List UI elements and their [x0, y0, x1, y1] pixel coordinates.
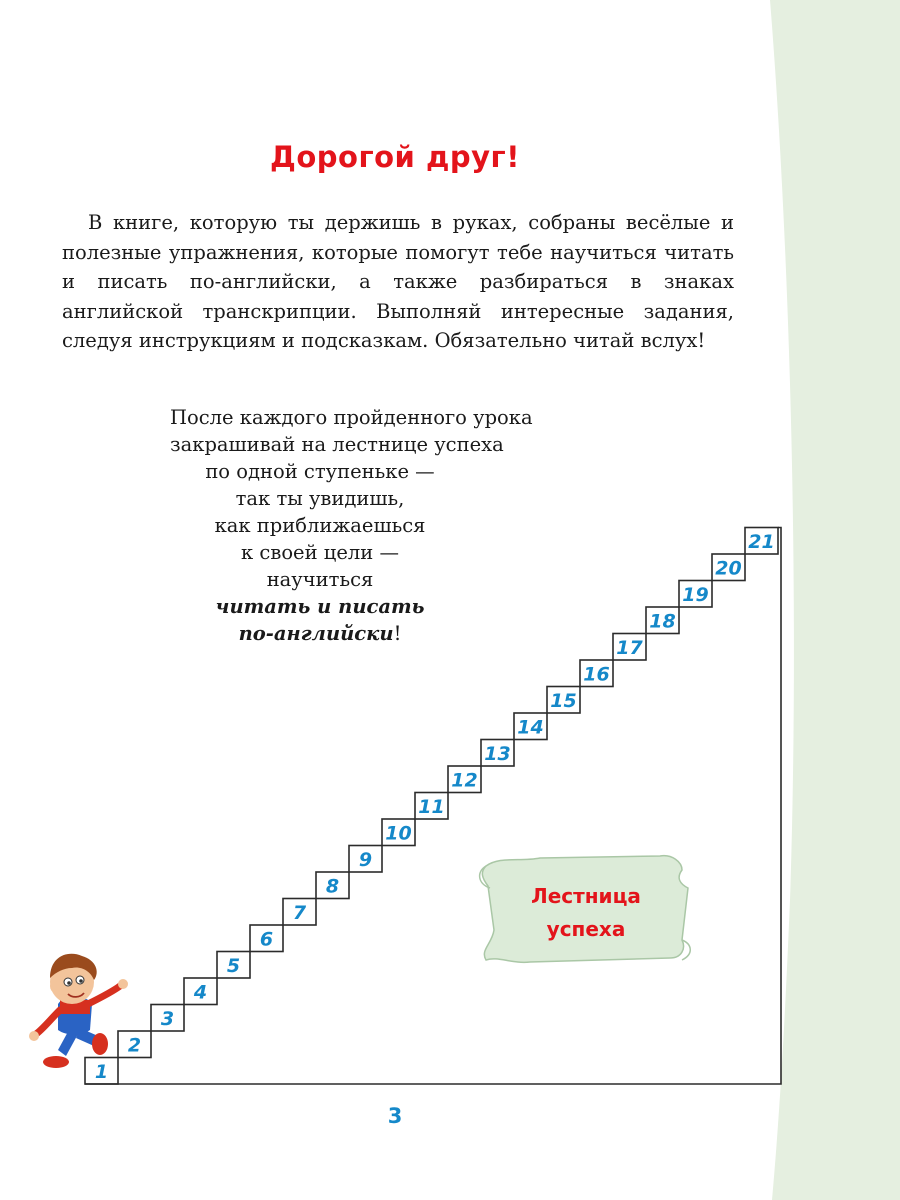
ladder-step-number: 18 — [649, 610, 676, 633]
ladder-label — [496, 880, 676, 946]
ladder-step-number: 17 — [616, 636, 643, 659]
intro-paragraph: В книге, которую ты держишь в руках, собраны весёлые и полезные упражнения, которые помогут тебе научиться читать и писать по-английски, а также разбираться в знаках английской транскрипции. Выполняй интересные задания, следуя инструкциям и подсказкам. Обязательно читай вслух! — [62, 211, 734, 352]
ladder-step-number: 19 — [682, 583, 709, 606]
ladder-text-line: научиться — [266, 568, 374, 591]
ladder-step-number: 4 — [193, 981, 208, 1004]
ladder-text-line: После каждого пройденного урока — [170, 406, 533, 429]
ladder-text-line: по одной ступеньке — — [205, 460, 435, 483]
ladder-text-line: как приближаешься — [214, 514, 426, 537]
page-title: Дорогой друг! — [270, 140, 520, 174]
ladder-step-number: 7 — [292, 901, 307, 924]
ladder-step-number: 2 — [127, 1034, 142, 1057]
ladder-step-number: 16 — [583, 663, 610, 686]
ladder-label-line: Лестница — [531, 884, 641, 908]
ladder-label-line: успеха — [546, 917, 626, 941]
ladder-step-number: 5 — [226, 954, 241, 977]
ladder-step-number: 3 — [160, 1007, 175, 1030]
ladder-step-number: 6 — [259, 928, 274, 951]
ladder-step-number: 1 — [94, 1060, 109, 1083]
ladder-step-number: 15 — [550, 689, 577, 712]
ladder-step-number: 21 — [748, 530, 775, 553]
ladder-step-number: 13 — [484, 742, 511, 765]
cartoon-boy-icon — [29, 954, 128, 1068]
ladder-step-number: 8 — [325, 875, 340, 898]
ladder-text-emphasis: по-английски — [238, 622, 394, 645]
ladder-text-exclamation: ! — [393, 622, 402, 645]
ladder-step-number: 9 — [358, 848, 373, 871]
ladder-text-line: так ты увидишь, — [235, 487, 405, 510]
page-number: 3 — [387, 1104, 403, 1128]
ladder-step-number: 14 — [517, 716, 544, 739]
ladder-step-number: 10 — [385, 822, 412, 845]
ladder-text-line: к своей цели — — [241, 541, 399, 564]
ladder-text-line: закрашивай на лестнице успеха — [170, 433, 504, 456]
ladder-step-number: 11 — [418, 795, 445, 818]
ladder-steps — [85, 528, 781, 1085]
ladder-step-number: 12 — [451, 769, 478, 792]
ladder-text-emphasis: читать и писать — [215, 595, 425, 618]
ladder-step-number: 20 — [715, 557, 742, 580]
